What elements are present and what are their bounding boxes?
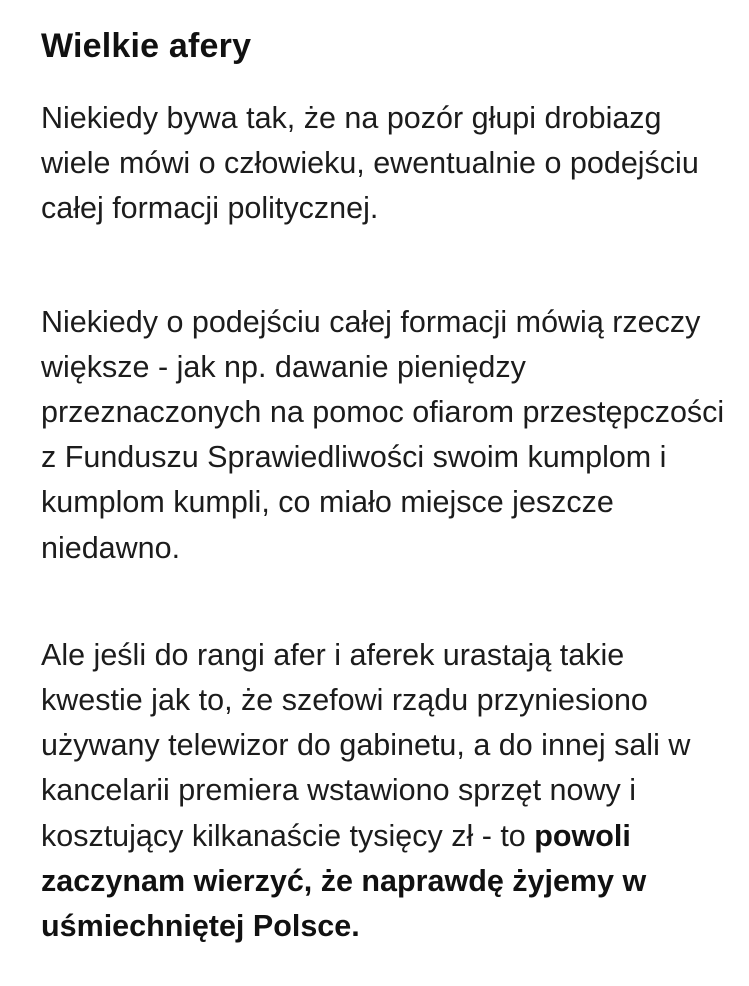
article-title: Wielkie afery — [41, 27, 252, 65]
paragraph-1: Niekiedy bywa tak, że na pozór głupi drobiazg wiele mówi o człowieku, ewentualnie o podejściu całej formacji politycznej. — [41, 101, 699, 226]
paragraph-3-text: Ale jeśli do rangi afer i aferek urastają takie kwestie jak to, że szefowi rządu przyniesiono używany telewizor do gabinetu, a do innej sali w kancelarii premiera wstawiono sprzęt nowy i kosztujący kilkanaście tysięcy zł - to — [41, 637, 691, 853]
article — [41, 22, 731, 949]
paragraph-2: Niekiedy o podejściu całej formacji mówią rzeczy większe - jak np. dawanie pieniędzy przeznaczonych na pomoc ofiarom przestępczości z Funduszu Sprawiedliwości swoim kumplom i kumplom kumpli, co miało miejsce jeszcze niedawno. — [41, 304, 725, 565]
paragraph-3 — [41, 633, 731, 949]
paragraph-3-emphasis: powoli zaczynam wierzyć, że naprawdę żyjemy w uśmiechniętej Polsce. — [41, 818, 647, 944]
